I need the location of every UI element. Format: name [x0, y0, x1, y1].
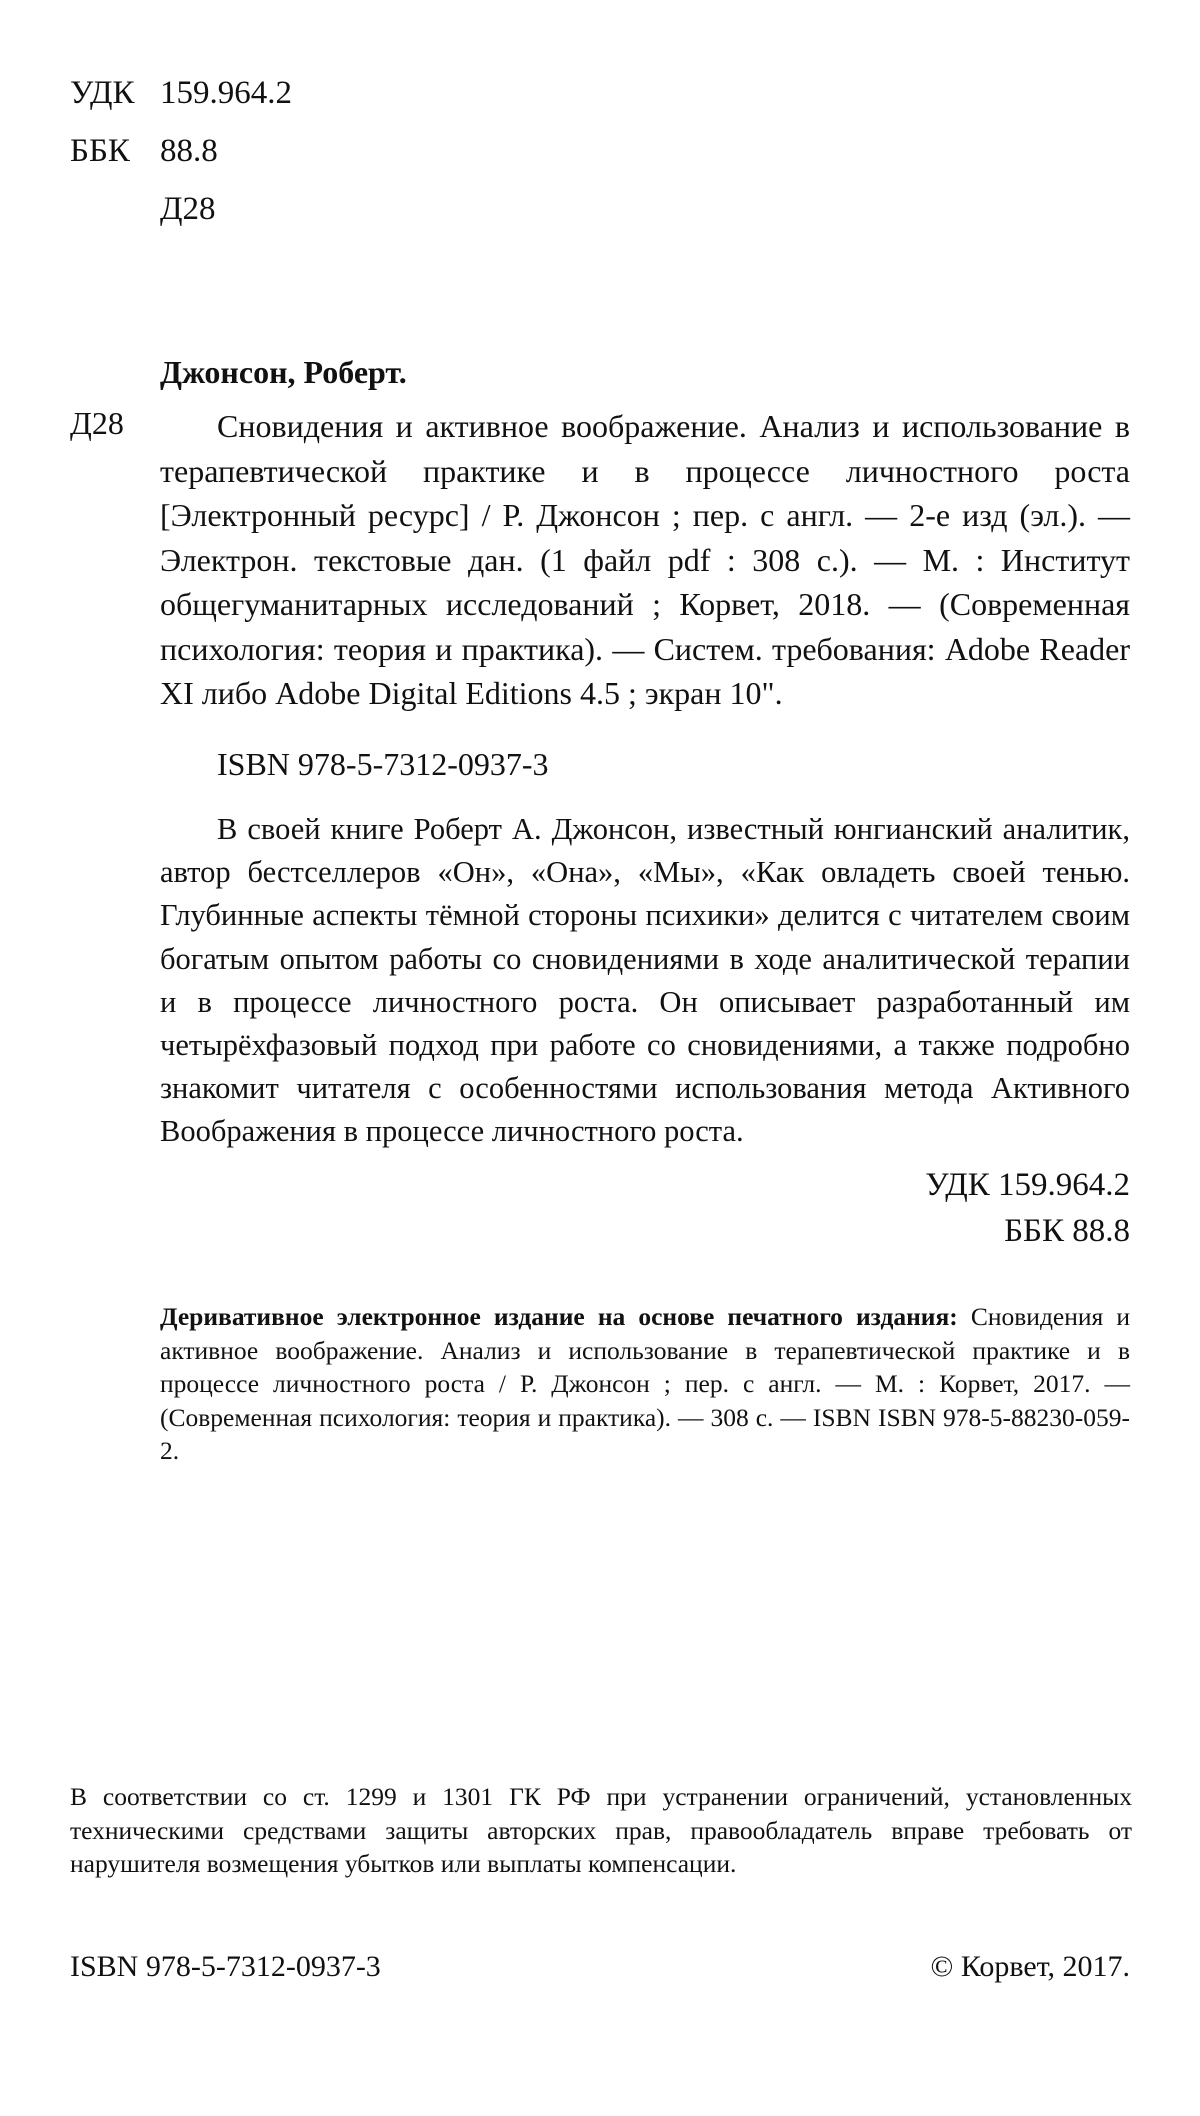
copyright: © Корвет, 2017.: [930, 1950, 1130, 1983]
index-block-bottom: [925, 1162, 1130, 1254]
derivative-edition-note: [160, 1300, 1130, 1468]
udk-line: [70, 64, 292, 122]
bbk-bottom: ББК 88.8: [1004, 1213, 1130, 1249]
author-code-line: [70, 180, 292, 238]
author-name: Джонсон, Роберт.: [160, 354, 407, 390]
udk-bottom: УДК 159.964.2: [925, 1167, 1130, 1203]
derivative-lead: Деривативное электронное издание на основе печатного издания:: [160, 1302, 958, 1331]
author-code-margin: Д28: [70, 405, 124, 441]
bbk-value: 88.8: [160, 133, 218, 169]
bbk-line: [70, 122, 292, 180]
isbn-footer: ISBN 978-5-7312-0937-3: [70, 1950, 381, 1983]
bibliographic-description: Сновидения и активное воображение. Анализ и использование в терапевтической практике и в процессе личностного роста [Электронный ресурс] / Р. Джонсон ; пер. с англ. — 2-е изд (эл.). — Электрон. текстовые дан. (1 файл pdf : 308 с.). — М. : Институт общегуманитарных исследований ; Корвет, 2018. — (Современная психология: теория и практика). — Систем. требования: Adobe Reader XI либо Adobe Digital Editions 4.5 ; экран 10".: [160, 408, 1130, 711]
derivative-text: Сновидения и активное воображение. Анализ и использование в терапевтической практике и в процессе личностного роста / Р. Джонсон ; пер. с англ. — М. : Корвет, 2017. — (Современная психология: теория и практика). — 308 с. — ISBN ISBN 978-5-88230-059-2.: [160, 1302, 1130, 1465]
legal-notice: В соответствии со ст. 1299 и 1301 ГК РФ при устранении ограничений, установленных техническими средствами защиты авторских прав, правообладатель вправе требовать от нарушителя возмещения убытков или выплаты компенсации.: [70, 1782, 1132, 1878]
author-code-top: Д28: [160, 191, 216, 227]
bbk-label: ББК: [70, 133, 130, 169]
abstract: В своей книге Роберт А. Джонсон, известный юнгианский аналитик, автор бестселлеров «Он», «Она», «Мы», «Как овладеть своей тенью. Глубинные аспекты тёмной стороны психики» делится с читателем своим богатым опытом работы со сновидениями в ходе аналитической терапии и в процессе личностного роста. Он описывает разработанный им четырёхфазовый подход при работе со сновидениями, а также подробно знакомит читателя с особенностями использования метода Активного Воображения в процессе личностного роста.: [160, 812, 1130, 1149]
udk-value: 159.964.2: [160, 75, 292, 111]
udk-label: УДК: [70, 75, 135, 111]
isbn-main: ISBN 978-5-7312-0937-3: [217, 746, 549, 782]
index-block-top: [70, 64, 292, 238]
